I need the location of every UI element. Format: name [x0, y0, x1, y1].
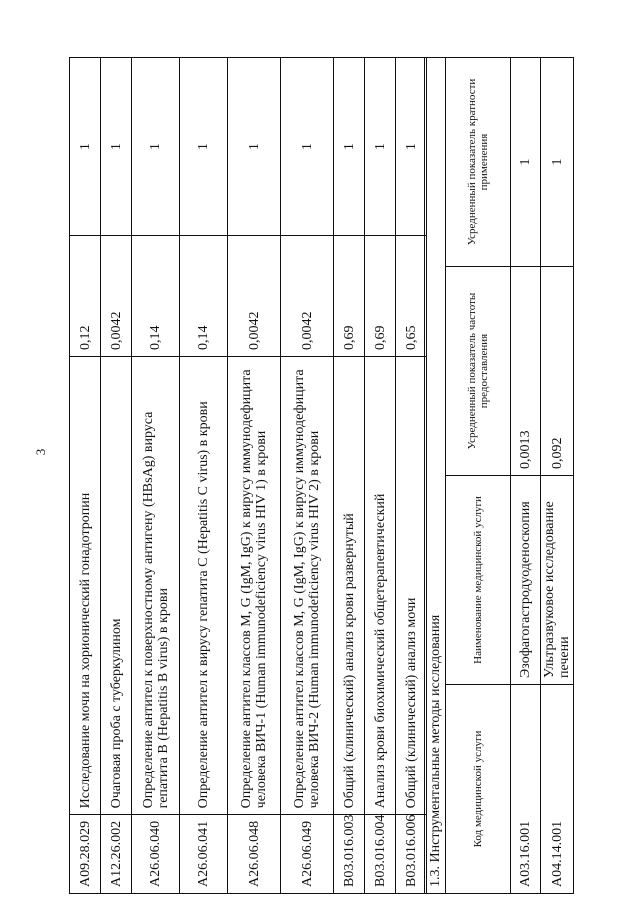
header-code: Код медицинской услуги	[446, 685, 511, 894]
service-code: A26.06.049	[281, 815, 334, 894]
service-code: A12.26.002	[101, 815, 132, 894]
header-name: Наименование медицинской услуги	[446, 476, 511, 685]
service-name: Анализ крови биохимический общетерапевтический	[365, 356, 396, 814]
multiplicity-value: 1	[365, 58, 396, 236]
table-row	[334, 58, 365, 894]
frequency-value: 0,0042	[101, 236, 132, 357]
frequency-value: 0,0042	[281, 236, 334, 357]
frequency-value: 0,092	[541, 267, 574, 476]
service-code: A26.06.040	[132, 815, 180, 894]
table-row	[70, 58, 101, 894]
frequency-value: 0,0042	[228, 236, 281, 357]
service-code: A09.28.029	[70, 815, 101, 894]
table-row	[101, 58, 132, 894]
table-row	[281, 58, 334, 894]
table-row	[228, 58, 281, 894]
service-name: Эзофагогастродуоденоскопия	[511, 476, 541, 685]
frequency-value: 0,69	[334, 236, 365, 357]
multiplicity-value: 1	[334, 58, 365, 236]
service-name: Общий (клинический) анализ мочи	[396, 356, 427, 814]
multiplicity-value: 1	[132, 58, 180, 236]
section-title-row	[425, 58, 446, 894]
service-code: B03.016.004	[365, 815, 396, 894]
table-row	[511, 58, 541, 894]
service-code: A26.06.048	[228, 815, 281, 894]
instrumental-methods-table	[424, 57, 574, 894]
multiplicity-value: 1	[541, 58, 574, 267]
lab-tests-table	[69, 57, 427, 894]
multiplicity-value: 1	[180, 58, 228, 236]
service-name: Определение антител к вирусу гепатита С (Hepatitis C virus) в крови	[180, 356, 228, 814]
service-code: B03.016.003	[334, 815, 365, 894]
frequency-value: 0,12	[70, 236, 101, 357]
frequency-value: 0,14	[180, 236, 228, 357]
service-name: Определение антител классов M, G (IgM, IgG) к вирусу иммунодефицита человека ВИЧ-1 (Human immunodeficiency virus HIV 1) в крови	[228, 356, 281, 814]
page-number: 3	[33, 448, 48, 456]
service-code: A26.06.041	[180, 815, 228, 894]
frequency-value: 0,0013	[511, 267, 541, 476]
header-frequency: Усредненный показатель частоты предоставления	[446, 267, 511, 476]
service-code: A04.14.001	[541, 685, 574, 894]
multiplicity-value: 1	[396, 58, 427, 236]
multiplicity-value: 1	[511, 58, 541, 267]
service-code: B03.016.006	[396, 815, 427, 894]
header-multiplicity: Усредненный показатель кратности применения	[446, 58, 511, 267]
frequency-value: 0,69	[365, 236, 396, 357]
service-name: Определение антител классов M, G (IgM, IgG) к вирусу иммунодефицита человека ВИЧ-2 (Human immunodeficiency virus HIV 2) в крови	[281, 356, 334, 814]
multiplicity-value: 1	[228, 58, 281, 236]
multiplicity-value: 1	[281, 58, 334, 236]
service-name: Очаговая проба с туберкулином	[101, 356, 132, 814]
frequency-value: 0,65	[396, 236, 427, 357]
multiplicity-value: 1	[70, 58, 101, 236]
frequency-value: 0,14	[132, 236, 180, 357]
table-row	[396, 58, 427, 894]
section-title: 1.3. Инструментальные методы исследования	[425, 58, 446, 894]
table-row	[365, 58, 396, 894]
table-row	[132, 58, 180, 894]
table-row	[541, 58, 574, 894]
table-row	[180, 58, 228, 894]
service-name: Определение антител к поверхностному антигену (HBsAg) вируса гепатита В (Hepatitis B virus) в крови	[132, 356, 180, 814]
service-name: Общий (клинический) анализ крови развернутый	[334, 356, 365, 814]
table-header-row	[446, 58, 511, 894]
service-name: Ультразвуковое исследование печени	[541, 476, 574, 685]
service-name: Исследование мочи на хорионический гонадотропин	[70, 356, 101, 814]
service-code: A03.16.001	[511, 685, 541, 894]
multiplicity-value: 1	[101, 58, 132, 236]
